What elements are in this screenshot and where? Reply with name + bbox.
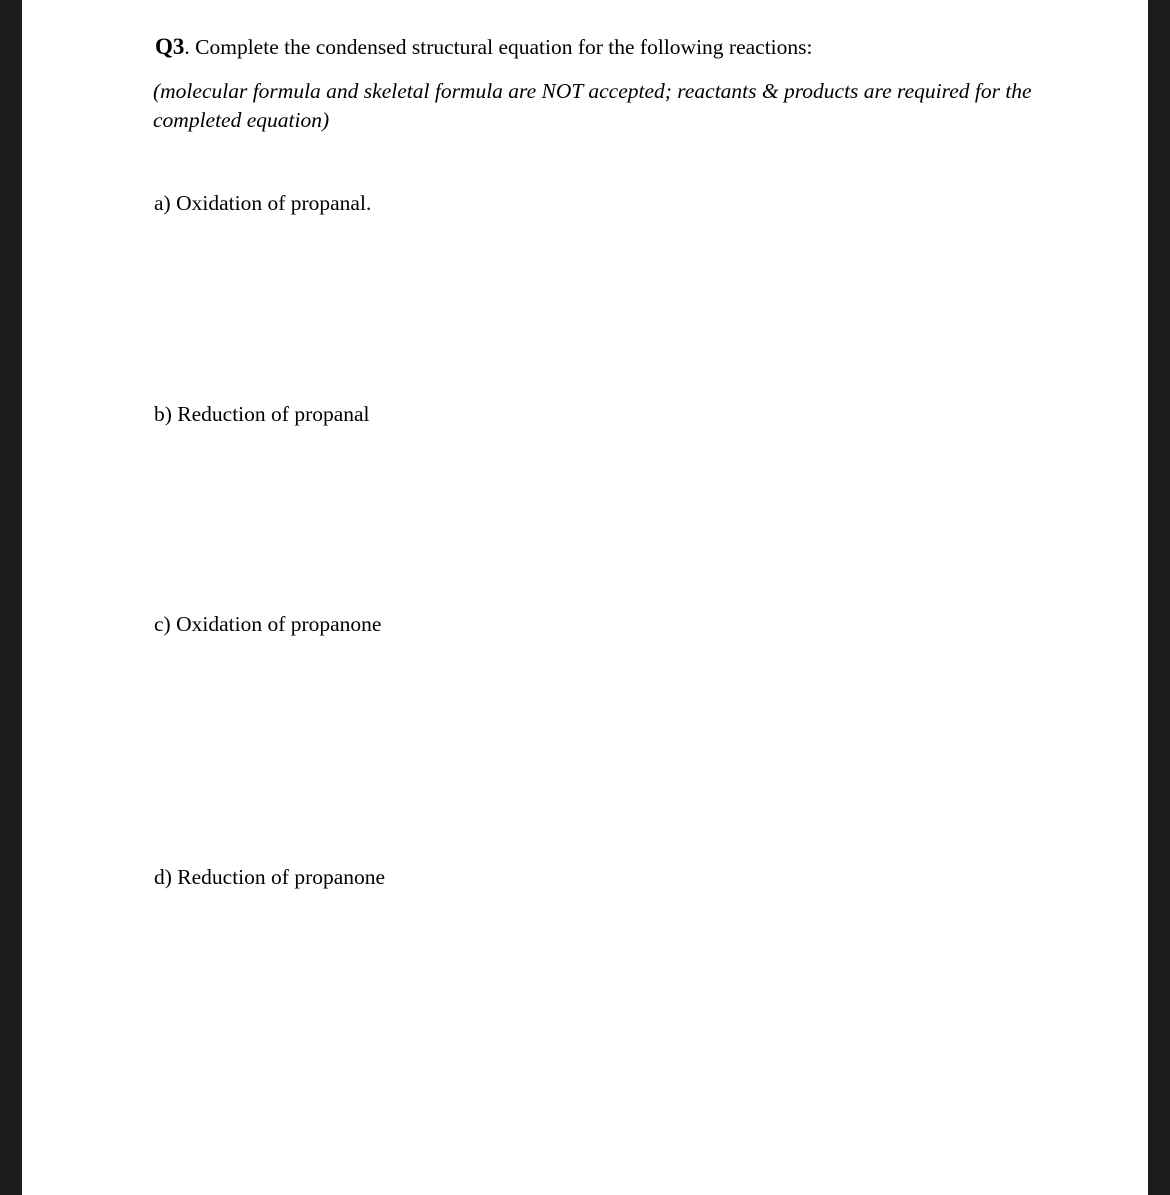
part-b-label: b) Reduction of propanal [154, 402, 370, 426]
part-a-label: a) Oxidation of propanal. [154, 191, 372, 215]
part-d-label: d) Reduction of propanone [154, 865, 386, 889]
question-heading [155, 33, 813, 61]
part-a-answer-space [154, 222, 1034, 392]
part-c-answer-space [154, 643, 1034, 855]
question-prompt: . Complete the condensed structural equation for the following reactions: [184, 35, 813, 59]
document-page [22, 0, 1148, 1195]
question-note: (molecular formula and skeletal formula are NOT accepted; reactants & products are required for the completed equation) [153, 79, 1032, 132]
part-b-answer-space [154, 433, 1034, 603]
part-d-answer-space [154, 896, 1034, 1176]
part-c-label: c) Oxidation of propanone [154, 612, 382, 636]
question-number: Q3 [155, 34, 185, 59]
